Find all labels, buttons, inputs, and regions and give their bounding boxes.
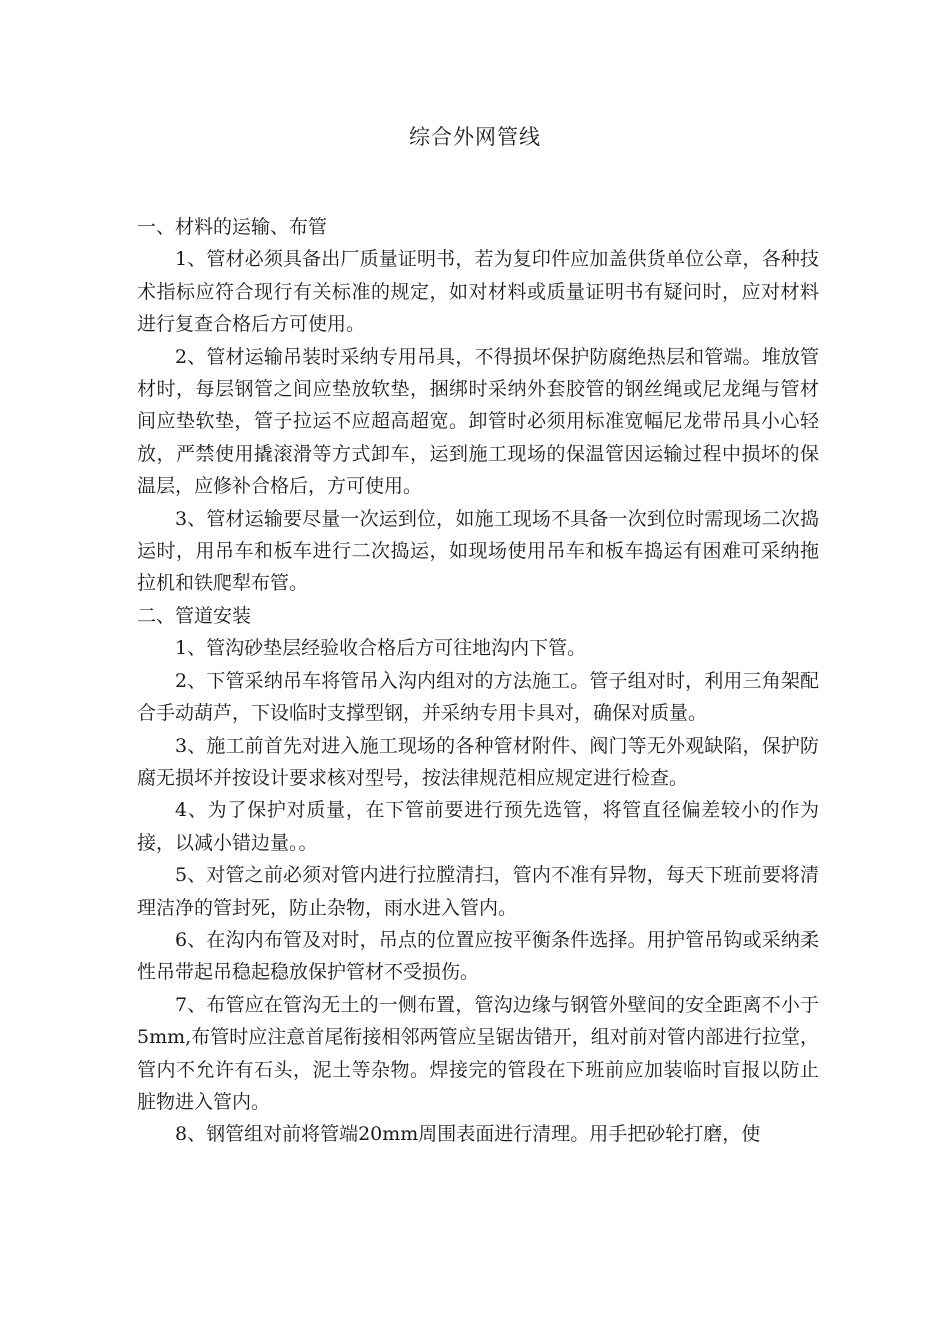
paragraph: 1、管材必须具备出厂质量证明书，若为复印件应加盖供货单位公章，各种技术指标应符合现行有关标准的规定，如对材料或质量证明书有疑问时，应对材料进行复查合格后方可使用。 xyxy=(137,248,819,336)
document-body xyxy=(137,211,819,1151)
section-heading-materials: 一、材料的运输、布管 xyxy=(137,216,328,238)
paragraph: 4、为了保护对质量，在下管前要进行预先选管，将管直径偏差较小的作为接，以减小错边量。。 xyxy=(137,799,819,854)
paragraph: 5、对管之前必须对管内进行拉膛清扫，管内不准有异物，每天下班前要将清理洁净的管封死，防止杂物，雨水进入管内。 xyxy=(137,864,819,919)
paragraph: 7、布管应在管沟无土的一侧布置，管沟边缘与钢管外壁间的安全距离不小于5mm,布管时应注意首尾衔接相邻两管应呈锯齿错开，组对前对管内部进行拉堂，管内不允许有石头，泥土等杂物。焊接完的管段在下班前应加装临时盲报以防止脏物进入管内。 xyxy=(137,993,819,1113)
section-heading-installation: 二、管道安装 xyxy=(137,604,252,627)
paragraph: 6、在沟内布管及对时，吊点的位置应按平衡条件选择。用护管吊钩或采纳柔性吊带起吊稳起稳放保护管材不受损伤。 xyxy=(137,928,819,984)
paragraph: 2、下管采纳吊车将管吊入沟内组对的方法施工。管子组对时，利用三角架配合手动葫芦，下设临时支撑型钢，并采纳专用卡具对，确保对质量。 xyxy=(137,669,819,725)
page-title: 综合外网管线 xyxy=(409,125,541,149)
paragraph: 2、管材运输吊装时采纳专用吊具，不得损坏保护防腐绝热层和管端。堆放管材时，每层钢管之间应垫放软垫，捆绑时采纳外套胶管的钢丝绳或尼龙绳与管材间应垫软垫，管子拉运不应超高超宽。卸管时必须用标准宽幅尼龙带吊具小心轻放，严禁使用撬滚滑等方式卸车，运到施工现场的保温管因运输过程中损坏的保温层，应修补合格后，方可使用。 xyxy=(137,345,819,498)
paragraph: 3、管材运输要尽量一次运到位，如施工现场不具备一次到位时需现场二次捣运时，用吊车和板车进行二次捣运，如现场使用吊车和板车捣运有困难可采纳拖拉机和铁爬犁布管。 xyxy=(137,507,819,595)
paragraph: 1、管沟砂垫层经验收合格后方可往地沟内下管。 xyxy=(175,637,587,660)
paragraph: 3、施工前首先对进入施工现场的各种管材附件、阀门等无外观缺陷，保护防腐无损坏并按设计要求核对型号，按法律规范相应规定进行检查。 xyxy=(137,734,819,789)
paragraph: 8、钢管组对前将管端20mm周围表面进行清理。用手把砂轮打磨，使 xyxy=(175,1123,761,1146)
